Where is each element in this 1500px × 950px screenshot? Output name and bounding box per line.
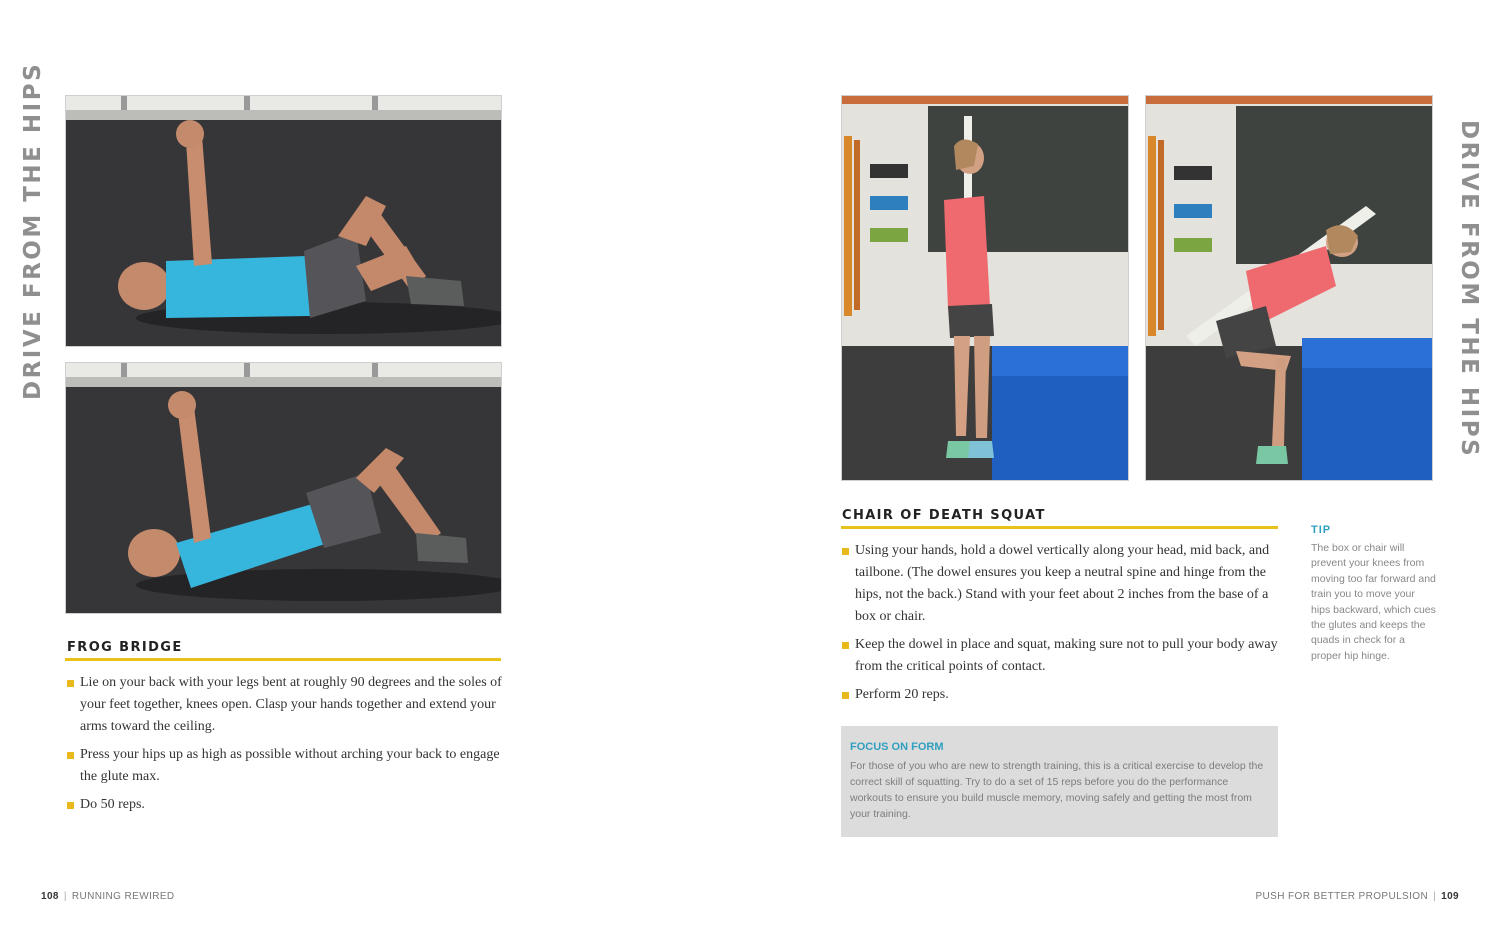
frog-bridge-steps bbox=[67, 672, 503, 822]
chapter-title: PUSH FOR BETTER PROPULSION bbox=[1255, 891, 1429, 902]
side-label-right bbox=[1452, 120, 1482, 459]
footer-right: PUSH FOR BETTER PROPULSION | 109 bbox=[1255, 891, 1459, 902]
focus-on-form-text: For those of you who are new to strength training, this is a critical exercise to develop the correct skill of squatting. Try to do a set of 15 reps before you do the performance workouts to ensure you build muscle memory, moving safely and getting the most from your training. bbox=[850, 760, 1264, 820]
list-item: Lie on your back with your legs bent at roughly 90 degrees and the soles of your feet together, knees open. Clasp your hands together and extend your arms toward the ceiling. bbox=[67, 672, 503, 738]
side-label-right-text: DRIVE FROM THE HIPS bbox=[1456, 120, 1482, 459]
list-item: Using your hands, hold a dowel vertically along your head, mid back, and tailbone. (The dowel ensures you keep a neutral spine and hinge from the hips, not the back.) Stand with your feet about 2 inches from the base of a box or chair. bbox=[842, 540, 1278, 628]
squat-title: CHAIR OF DEATH SQUAT bbox=[842, 508, 1046, 523]
side-label-left bbox=[20, 61, 50, 400]
page-number-right: 109 bbox=[1441, 891, 1459, 902]
tip-text: The box or chair will prevent your knees from moving too far forward and train you to move your hips backward, which cues the glutes and keeps the quads in check for a proper hip hinge. bbox=[1311, 542, 1436, 662]
frog-bridge-photo-lifted bbox=[65, 362, 502, 614]
squat-photo-hinged bbox=[1145, 95, 1433, 481]
page-number-left: 108 bbox=[41, 891, 59, 902]
list-item: Keep the dowel in place and squat, making sure not to pull your body away from the critical points of contact. bbox=[842, 634, 1278, 678]
squat-rule bbox=[841, 526, 1278, 529]
tip-heading: TIP bbox=[1311, 524, 1332, 536]
squat-photo-standing bbox=[841, 95, 1129, 481]
footer-left: 108 | RUNNING REWIRED bbox=[41, 891, 175, 902]
list-item: Press your hips up as high as possible without arching your back to engage the glute max. bbox=[67, 744, 503, 788]
frog-bridge-rule bbox=[65, 658, 501, 661]
book-title: RUNNING REWIRED bbox=[71, 891, 175, 902]
focus-on-form-heading: FOCUS ON FORM bbox=[850, 741, 944, 753]
frog-bridge-photo-start bbox=[65, 95, 502, 347]
side-label-left-text: DRIVE FROM THE HIPS bbox=[20, 61, 46, 400]
list-item: Do 50 reps. bbox=[67, 794, 503, 816]
frog-bridge-title: FROG BRIDGE bbox=[67, 640, 183, 655]
squat-steps bbox=[842, 540, 1278, 712]
focus-on-form-box bbox=[841, 726, 1278, 837]
list-item: Perform 20 reps. bbox=[842, 684, 1278, 706]
